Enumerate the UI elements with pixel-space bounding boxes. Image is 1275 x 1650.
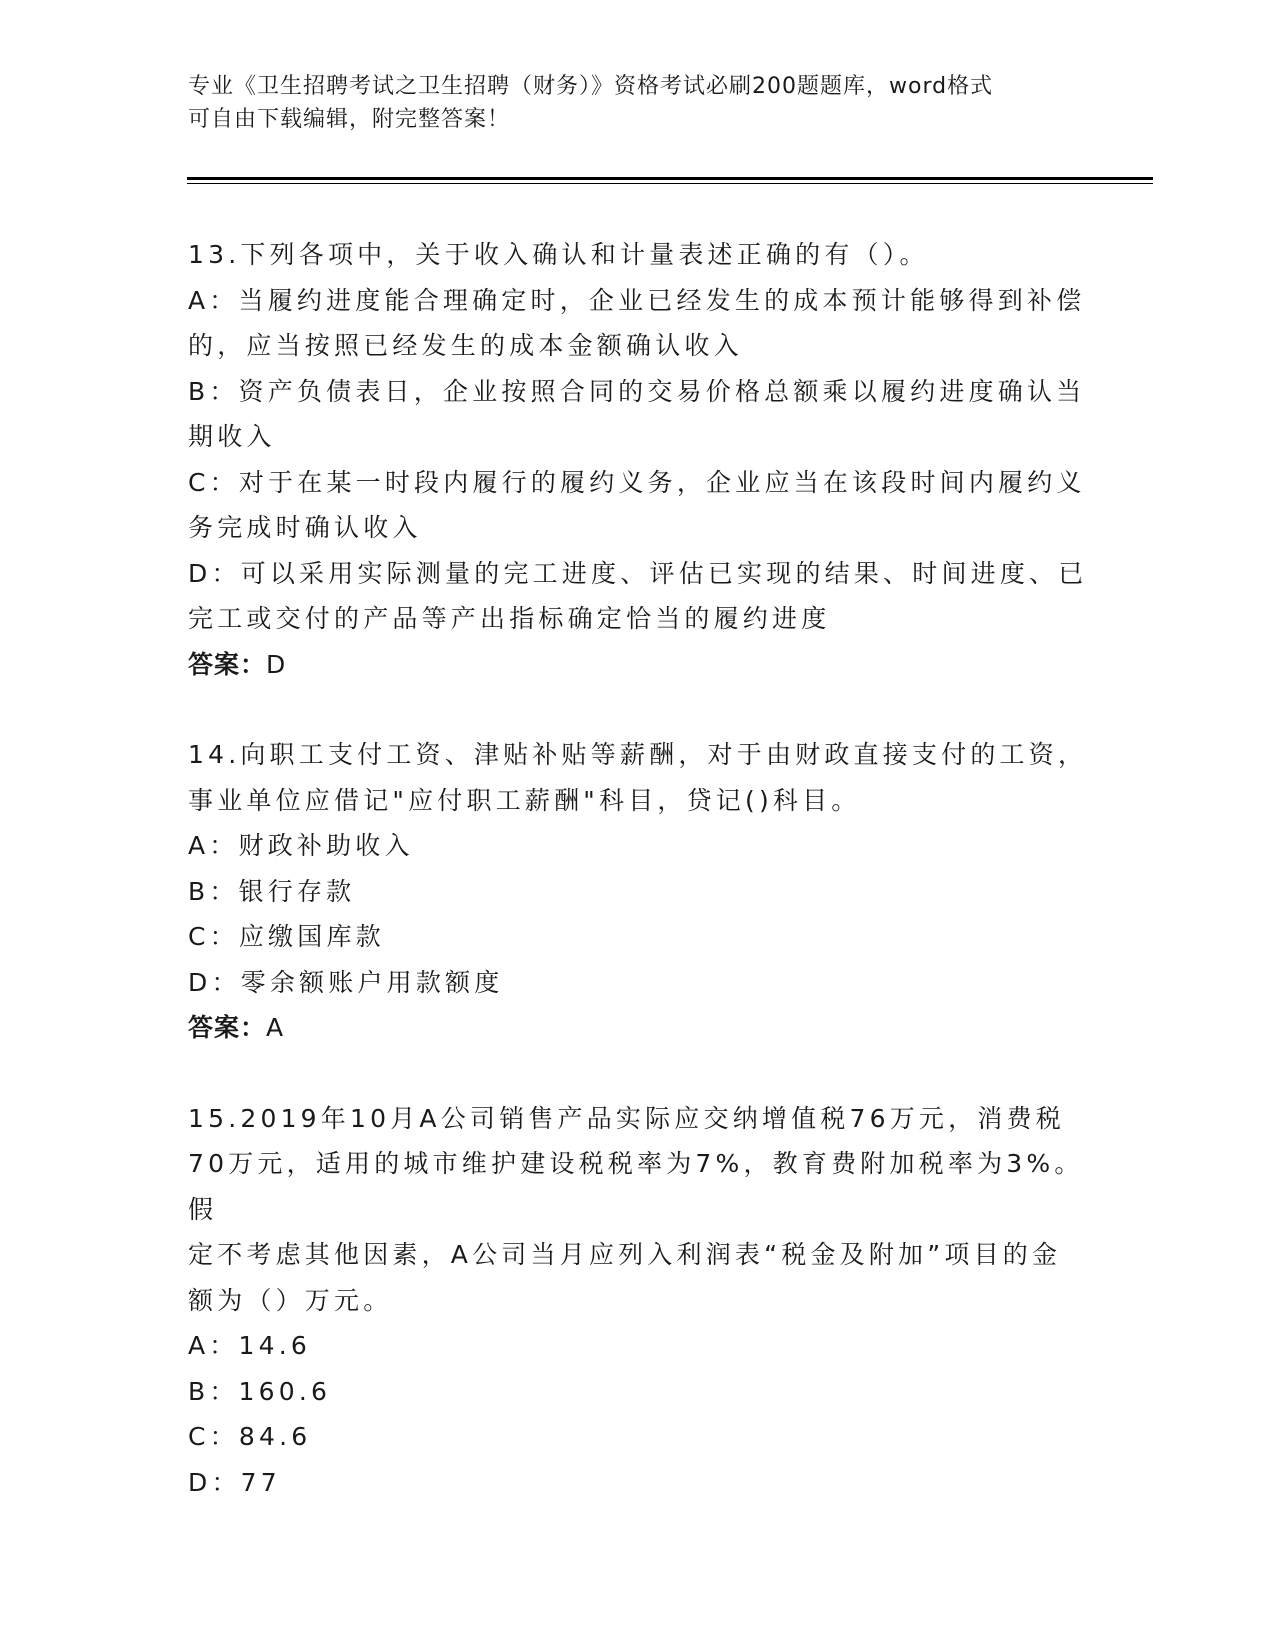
question-list <box>188 232 1088 1550</box>
question-text: 15.2019年10月A公司销售产品实际应交纳增值税76万元，消费税 <box>188 1103 1065 1133</box>
question-13 <box>188 232 1088 687</box>
answer-value: D <box>266 649 287 679</box>
answer-label: 答案： <box>188 1013 267 1042</box>
question-text: 14.向职工支付工资、津贴补贴等薪酬，对于由财政直接支付的工资， <box>188 740 1088 769</box>
option-d: D：77 <box>188 1467 281 1497</box>
option-b: B：资产负债表日，企业按照合同的交易价格总额乘以履约进度确认当 <box>188 376 1086 406</box>
option-c-continued: 务完成时确认收入 <box>188 513 422 542</box>
option-a: A：14.6 <box>188 1331 311 1360</box>
option-c: C：84.6 <box>188 1422 312 1451</box>
option-d: D：零余额账户用款额度 <box>188 967 504 997</box>
answer-value: A <box>266 1013 285 1042</box>
question-text-continued: 额为（）万元。 <box>188 1285 393 1315</box>
question-text: 13.下列各项中，关于收入确认和计量表述正确的有（）。 <box>188 240 929 269</box>
document-header <box>188 70 1068 136</box>
question-text-continued: 70万元，适用的城市维护建设税税率为7%，教育费附加税率为3%。假 <box>188 1149 1084 1224</box>
question-15 <box>188 1096 1088 1506</box>
header-divider-thick <box>187 177 1153 180</box>
option-d: D：可以采用实际测量的完工进度、评估已实现的结果、时间进度、已 <box>188 558 1088 588</box>
option-a-continued: 的，应当按照已经发生的成本金额确认收入 <box>188 331 743 360</box>
option-b: B：160.6 <box>188 1376 332 1406</box>
option-b-continued: 期收入 <box>188 422 276 451</box>
header-title-line-2: 可自由下载编辑，附完整答案！ <box>188 107 511 132</box>
question-text-continued: 事业单位应借记"应付职工薪酬"科目，贷记()科目。 <box>188 785 861 815</box>
option-d-continued: 完工或交付的产品等产出指标确定恰当的履约进度 <box>188 604 831 633</box>
option-a: A：财政补助收入 <box>188 831 414 860</box>
question-14 <box>188 732 1088 1051</box>
option-b: B：银行存款 <box>188 876 356 906</box>
answer <box>188 1005 1088 1051</box>
header-divider-thin <box>187 183 1153 184</box>
option-c: C：对于在某一时段内履行的履约义务，企业应当在该段时间内履约义 <box>188 467 1086 497</box>
option-a: A：当履约进度能合理确定时，企业已经发生的成本预计能够得到补偿 <box>188 285 1086 315</box>
header-title-line-1: 专业《卫生招聘考试之卫生招聘（财务）》资格考试必刷200题题库，word格式 <box>188 74 994 99</box>
answer-label: 答案： <box>188 649 267 679</box>
option-c: C：应缴国库款 <box>188 922 385 951</box>
answer <box>188 642 1088 688</box>
question-text-continued: 定不考虑其他因素，A公司当月应列入利润表“税金及附加”项目的金 <box>188 1240 1062 1269</box>
